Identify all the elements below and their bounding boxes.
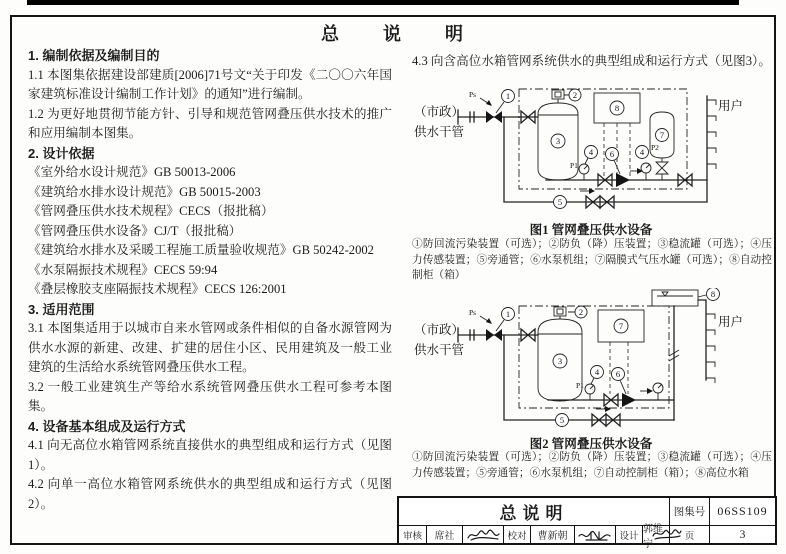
figure1-schematic [412, 84, 772, 218]
signature-scribble-icon [651, 527, 683, 541]
backflow-preventer-icon [486, 329, 502, 341]
paragraph-3-2: 3.2 一般工业建筑生产等给水系统管网叠压供水工程可参考本图集。 [28, 379, 392, 413]
ps-pressure-label: Ps [469, 308, 477, 317]
control-cabinet [594, 93, 640, 176]
tag-8-icon: 8 [614, 103, 620, 113]
high-level-tank [652, 288, 720, 306]
page-number: 3 [709, 526, 775, 543]
checker-signature [574, 526, 615, 543]
scan-edge-artifact [27, 0, 739, 5]
flow-arrow-icon [640, 388, 653, 394]
bypass-tag-and-valves [554, 188, 615, 209]
supply-main-label: 供水干管 [414, 343, 465, 357]
supply-main-label: 供水干管 [414, 125, 465, 139]
figure1-legend: ①防回流污染装置（可选）；②防负（降）压装置；③稳流罐（可选）；④压力传感装置；⑤旁通管；⑥水泵机组；⑦隔膜式气压水罐（可选）；⑧自动控制柜（箱） [412, 238, 772, 281]
paragraph-1-2: 1.2 为更好地贯彻节能方针、引导和规范管网叠压供水技术的推广和应用编制本图集。 [28, 106, 392, 140]
paragraph-4-2: 4.2 向单一高位水箱管网系统供水的典型组成和运行方式（见图2）。 [28, 477, 392, 511]
backflow-preventer-icon [486, 111, 502, 123]
pump-unit-icon [606, 148, 631, 188]
p2-label: P2 [651, 143, 659, 152]
paragraph-1-1: 1.1 本图集依据建设部建质[2006]71号文“关于印发《二〇〇六年国家建筑标准设计编制工作计划》的通知”进行编制。 [28, 67, 392, 101]
reference-item: 《管网叠压供水设备》CJ/T（报批稿） [28, 223, 242, 238]
reference-item: 《管网叠压供水技术规程》CECS（报批稿） [28, 204, 274, 218]
checker-name: 曹新朝 [530, 526, 574, 543]
tag-6-icon: 6 [609, 149, 615, 159]
municipal-label: （市政） [414, 105, 465, 119]
figure2-legend: ①防回流污染装置（可选）；②防负（降）压装置；③稳流罐（可选）；④压力传感装置；⑤旁通管；⑥水泵机组；⑦自动控制柜（箱）；⑧高位水箱 [412, 451, 772, 479]
tag-4-icon: 4 [594, 367, 600, 377]
bypass-pipe [504, 335, 674, 420]
signature-scribble-icon [577, 528, 613, 542]
paragraph-4-3: 4.3 向含高位水箱管网系统供水的典型组成和运行方式（见图3）。 [412, 54, 771, 68]
reference-item: 《室外给水设计规范》GB 50013-2006 [28, 165, 236, 179]
title-block [397, 496, 777, 550]
tag-5-icon: 5 [557, 197, 563, 207]
paragraph-4-1: 4.1 向无高位水箱管网系统直接供水的典型组成和运行方式（见图1）。 [28, 438, 392, 472]
anti-negative-pressure-device-icon [552, 89, 581, 103]
tag-7-icon: 7 [618, 321, 624, 331]
users-standpipe [698, 300, 706, 380]
tag-2-icon: 2 [572, 90, 578, 100]
pressure-gauge-icon [653, 383, 663, 400]
users-label: 用户 [718, 315, 744, 329]
users-taps-icon [706, 314, 715, 383]
svg-text:1: 1 [505, 309, 511, 319]
tag-4-icon: 4 [639, 147, 645, 157]
review-label: 审核 [402, 531, 422, 542]
tag-7-icon: 7 [659, 130, 665, 140]
paragraph-3-1: 3.1 本图集适用于以城市自来水管网或条件相似的自备水源管网为供水水源的新建、改建、扩建的居住小区、民用建筑及一般工业建筑的生活给水系统管网叠压供水工程。 [28, 321, 392, 374]
tag-1-icon [496, 90, 515, 114]
tag-6-icon: 6 [615, 369, 621, 379]
drawing-title: 总说明 [499, 504, 569, 523]
p1-label: P1 [570, 161, 578, 170]
figure1-caption: 图1 管网叠压供水设备 [529, 223, 653, 237]
tag-3-icon: 3 [557, 356, 563, 366]
pressure-gauge-icon [570, 146, 598, 181]
reviewer-name: 席社 [426, 526, 462, 543]
atlas-number: 06SS109 [709, 498, 775, 525]
section-3-heading: 3. 适用范围 [28, 301, 95, 317]
pump-unit-icon [612, 368, 637, 408]
p1-label: P1 [576, 381, 584, 390]
anti-negative-pressure-device-icon [554, 306, 587, 319]
section-1-heading: 1. 编制依据及编制目的 [28, 48, 160, 63]
page-label: 页 [669, 526, 709, 543]
signature-scribble-icon [465, 528, 501, 542]
tag-1-icon [496, 308, 515, 332]
tag-2-icon: 2 [578, 307, 584, 317]
left-text-column [28, 46, 392, 514]
designer-name: 郭维宁 [642, 526, 669, 543]
users-taps-icon [707, 100, 716, 169]
tag-8-icon: 8 [710, 289, 716, 299]
section-4-heading: 4. 设备基本组成及运行方式 [28, 418, 186, 434]
bypass-tag-and-valves [556, 406, 621, 427]
ps-pressure-label: Ps [469, 90, 477, 99]
reference-item: 《水泵隔振技术规程》CECS 59:94 [28, 262, 218, 277]
tag-4-icon: 4 [588, 147, 594, 157]
figure2-schematic [412, 288, 772, 432]
svg-text:1: 1 [505, 91, 511, 101]
check-label: 校对 [503, 526, 530, 543]
inlet-arrow-icon [480, 316, 492, 324]
reference-item: 《建筑给水排水设计规范》GB 50015-2003 [28, 184, 261, 199]
reviewer-signature [462, 526, 503, 543]
inlet-arrow-icon [480, 98, 492, 106]
section-2-heading: 2. 设计依据 [28, 145, 95, 161]
tag-3-icon: 3 [555, 136, 561, 146]
figure2-caption: 图2 管网叠压供水设备 [529, 437, 653, 451]
municipal-label: （市政） [414, 323, 465, 337]
design-label: 设计 [615, 526, 642, 543]
reference-item: 《叠层橡胶支座隔振技术规程》CECS 126:2001 [28, 282, 287, 296]
atlas-no-label: 图集号 [669, 498, 709, 525]
page-title: 总 说 明 [320, 24, 465, 44]
tag-5-icon: 5 [559, 415, 565, 425]
users-label: 用户 [718, 99, 744, 113]
reference-item: 《建筑给水排水及采暖工程施工质量验收规范》GB 50242-2002 [28, 243, 374, 257]
